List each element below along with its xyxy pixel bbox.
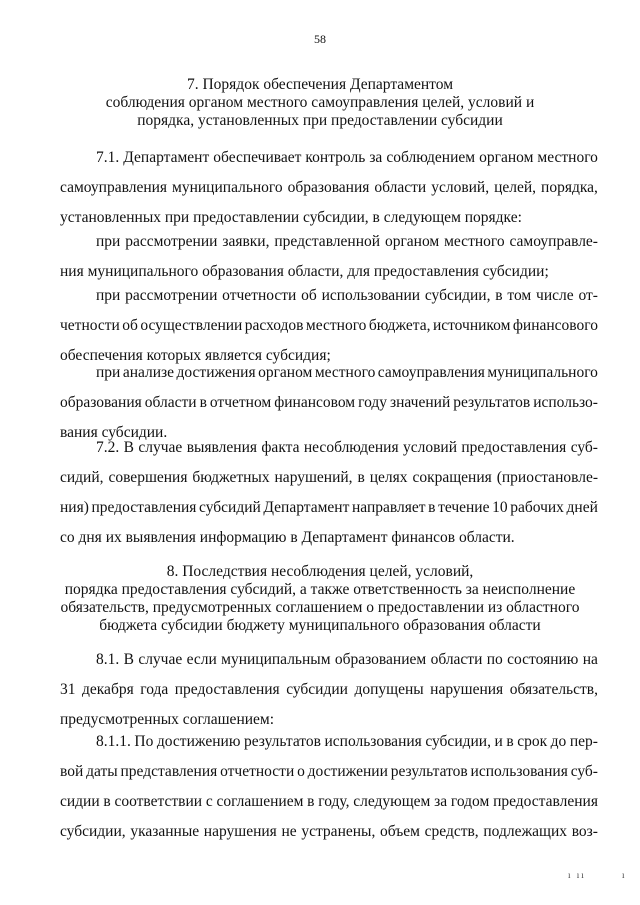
text-line: при анализе достижения органом местного самоуправления муниципального <box>96 364 598 381</box>
paragraph-7-1 <box>60 143 598 233</box>
text-line: предусмотренных соглашением: <box>60 711 275 728</box>
paragraph-8-1 <box>60 645 598 735</box>
footer-scan-mark: ı ıı <box>568 870 586 880</box>
text-line: 31 декабря года предоставления субсидии допущены нарушения обязательств, <box>60 681 598 698</box>
section-7-title <box>40 76 600 130</box>
paragraph-7-2 <box>60 433 598 553</box>
section-8-title-line: бюджета субсидии бюджету муниципального образования области <box>99 617 541 634</box>
text-line: 7.1. Департамент обеспечивает контроль за соблюдением органом местного <box>96 149 598 166</box>
text-line: субсидии, указанные нарушения не устранены, объем средств, подлежащих воз- <box>60 823 598 840</box>
text-line: самоуправления муниципального образования области условий, целей, порядка, <box>60 179 598 196</box>
text-line: при рассмотрении заявки, представленной органом местного самоуправле- <box>96 233 598 250</box>
text-line: вания субсидии. <box>60 424 168 441</box>
text-line: ния муниципального образования области, для предоставления субсидии; <box>60 263 549 280</box>
text-line: обеспечения которых является субсидия; <box>60 347 331 364</box>
text-line: четности об осуществлении расходов местного бюджета, источником финансового <box>60 317 598 334</box>
text-line: со дня их выявления информацию в Департамент финансов области. <box>60 529 515 546</box>
text-line: при рассмотрении отчетности об использовании субсидии, в том числе от- <box>96 287 598 304</box>
footer-scan-mark-right: ı <box>622 870 627 880</box>
page-number: 58 <box>314 32 326 46</box>
section-7-title-line: соблюдения органом местного самоуправления целей, условий и <box>105 94 535 111</box>
paragraph-7-1-item-application <box>60 227 598 287</box>
paragraph-8-1-1 <box>60 727 598 847</box>
text-line: образования области в отчетном финансовом году значений результатов использо- <box>60 394 598 411</box>
text-line: ния) предоставления субсидий Департамент направляет в течение 10 рабочих дней <box>60 499 598 516</box>
text-line: 8.1. В случае если муниципальным образованием области по состоянию на <box>96 651 598 668</box>
section-8-title <box>40 563 600 635</box>
section-8-title-line: 8. Последствия несоблюдения целей, условий, <box>166 563 474 580</box>
text-line: сидии в соответствии с соглашением в году, следующем за годом предоставления <box>60 793 598 810</box>
section-7-title-line: 7. Порядок обеспечения Департаментом <box>186 76 454 93</box>
text-line: установленных при предоставлении субсидии, в следующем порядке: <box>60 209 522 226</box>
section-8-title-line: порядка предоставления субсидий, а также ответственность за неисполнение <box>64 581 576 598</box>
section-8-title-line: обязательств, предусмотренных соглашением о предоставлении из областного <box>60 599 580 616</box>
text-line: вой даты представления отчетности о достижении результатов использования суб- <box>60 763 598 780</box>
section-7-title-line: порядка, установленных при предоставлении субсидии <box>137 112 503 129</box>
text-line: 8.1.1. По достижению результатов использования субсидии, и в срок до пер- <box>96 733 598 750</box>
text-line: сидий, совершения бюджетных нарушений, в целях сокращения (приостановле- <box>60 469 598 486</box>
text-line: 7.2. В случае выявления факта несоблюдения условий предоставления суб- <box>96 439 598 456</box>
